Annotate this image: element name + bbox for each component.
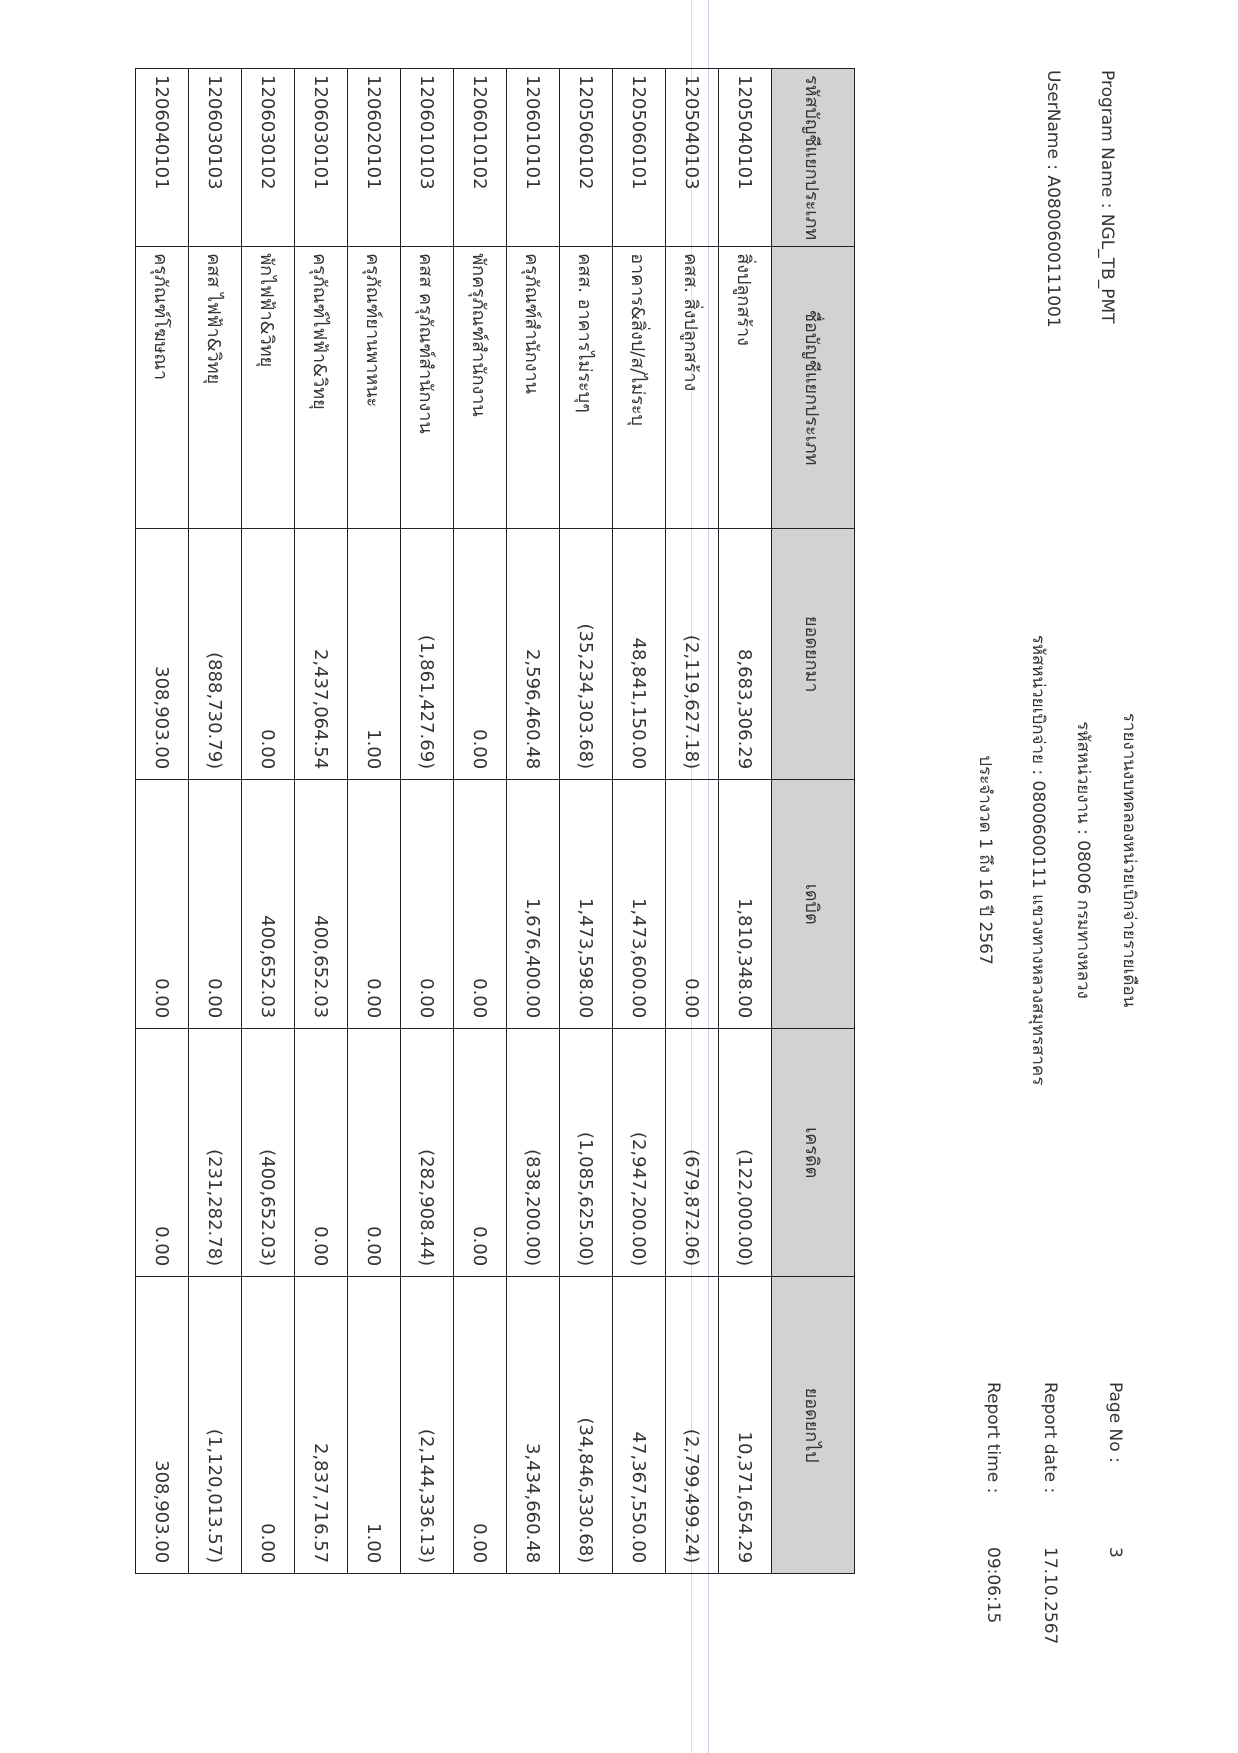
carried-forward-cell: (2,799,499.24) [666,1277,719,1574]
table-row [136,69,189,1574]
carried-forward-cell: 0.00 [454,1277,507,1574]
account-name-cell: ครุภัณฑ์โฆษณา [136,247,189,529]
table-row [454,69,507,1574]
account-code-cell: 1206010102 [454,69,507,247]
debit-cell: 0.00 [401,780,454,1029]
carried-forward-cell: 0.00 [242,1277,295,1574]
debit-cell: 0.00 [348,780,401,1029]
debit-cell: 0.00 [454,780,507,1029]
brought-forward-cell: 2,437,064.54 [295,529,348,780]
brought-forward-cell: 8,683,306.29 [719,529,772,780]
page-no: 3 [1105,1547,1125,1558]
credit-cell: (1,085,625.00) [560,1029,613,1277]
credit-cell: 0.00 [348,1029,401,1277]
report-date-label: Report date : [1040,1382,1060,1494]
table-row [613,69,666,1574]
carried-forward-cell: 1.00 [348,1277,401,1574]
page-no-label: Page No : [1105,1382,1125,1463]
agency-code: รหัสหน่วยงาน : 08006 กรมทางหลวง [1073,721,1093,999]
account-name-cell: คสส. สิ่งปลูกสร้าง [666,247,719,529]
table-row [401,69,454,1574]
carried-forward-cell: 2,837,716.57 [295,1277,348,1574]
table-row [189,69,242,1574]
account-name-cell: อาคาร&สิ่งป/ส/ไม่ระบุ [613,247,666,529]
brought-forward-cell: 0.00 [242,529,295,780]
report-time: 09:06:15 [983,1547,1003,1624]
debit-cell: 0.00 [666,780,719,1029]
account-name-cell: คสส ครุภัณฑ์สำนักงาน [401,247,454,529]
table-row [666,69,719,1574]
account-name-cell: ครุภัณฑ์ไฟฟ้า&วิทยุ [295,247,348,529]
credit-cell: (122,000.00) [719,1029,772,1277]
debit-cell: 1,810,348.00 [719,780,772,1029]
account-code-cell: 1205060102 [560,69,613,247]
credit-cell: (282,908.44) [401,1029,454,1277]
account-code-cell: 1205040103 [666,69,719,247]
table-header-row [772,69,855,1574]
carried-forward-cell: 308,903.00 [136,1277,189,1574]
column-header: ชื่อบัญชีแยกประเภท [772,247,855,529]
account-name-cell: คสส ไฟฟ้า&วิทยุ [189,247,242,529]
credit-cell: (400,652.03) [242,1029,295,1277]
account-code-cell: 1206030102 [242,69,295,247]
account-code-cell: 1206010101 [507,69,560,247]
account-name-cell: คสส. อาคารไม่ระบุๆ [560,247,613,529]
account-code-cell: 1206010103 [401,69,454,247]
account-name-cell: ครุภัณฑ์ยานพาหนะ [348,247,401,529]
account-code-cell: 1205040101 [719,69,772,247]
account-code-cell: 1206030103 [189,69,242,247]
disbursing-unit: รหัสหน่วยเบิกจ่าย : 0800600111 แขวงทางหลวงสมุทรสาคร [1028,634,1048,1086]
carried-forward-cell: 3,434,660.48 [507,1277,560,1574]
trial-balance-table [135,68,855,1574]
credit-cell: 0.00 [136,1029,189,1277]
account-code-cell: 1206040101 [136,69,189,247]
credit-cell: 0.00 [454,1029,507,1277]
table-row [295,69,348,1574]
column-header: รหัสบัญชีแยกประเภท [772,69,855,247]
carried-forward-cell: (2,144,336.13) [401,1277,454,1574]
account-name-cell: พักไฟฟ้า&วิทยุ [242,247,295,529]
report-title: รายงานงบทดลองหน่วยเบิกจ่ายรายเดือน [1119,712,1139,1008]
account-code-cell: 1206030101 [295,69,348,247]
column-header: เครดิต [772,1029,855,1277]
table-row [719,69,772,1574]
brought-forward-cell: (35,234,303.68) [560,529,613,780]
table-row [560,69,613,1574]
carried-forward-cell: 10,371,654.29 [719,1277,772,1574]
brought-forward-cell: (888,730.79) [189,529,242,780]
account-code-cell: 1206020101 [348,69,401,247]
table-row [242,69,295,1574]
carried-forward-cell: (34,846,330.68) [560,1277,613,1574]
table-row [507,69,560,1574]
column-header: ยอดยกไป [772,1277,855,1574]
program-name: Program Name : NGL_TB_PMT [1097,70,1117,324]
brought-forward-cell: (1,861,427.69) [401,529,454,780]
account-name-cell: พักครุภัณฑ์สำนักงาน [454,247,507,529]
report-time-label: Report time : [983,1382,1003,1494]
debit-cell: 0.00 [189,780,242,1029]
brought-forward-cell: 0.00 [454,529,507,780]
brought-forward-cell: 2,596,460.48 [507,529,560,780]
brought-forward-cell: 48,841,150.00 [613,529,666,780]
column-header: เดบิต [772,780,855,1029]
brought-forward-cell: 1.00 [348,529,401,780]
carried-forward-cell: 47,367,550.00 [613,1277,666,1574]
debit-cell: 0.00 [136,780,189,1029]
credit-cell: 0.00 [295,1029,348,1277]
account-name-cell: ครุภัณฑ์สำนักงาน [507,247,560,529]
debit-cell: 1,473,598.00 [560,780,613,1029]
table-row [348,69,401,1574]
user-name: UserName : A0800600111001 [1043,70,1063,328]
report-period: ประจำงวด 1 ถึง 16 ปี 2567 [975,755,995,965]
brought-forward-cell: 308,903.00 [136,529,189,780]
report-page [15,30,1195,1730]
debit-cell: 1,473,600.00 [613,780,666,1029]
debit-cell: 400,652.03 [242,780,295,1029]
credit-cell: (231,282.78) [189,1029,242,1277]
account-code-cell: 1205060101 [613,69,666,247]
credit-cell: (838,200.00) [507,1029,560,1277]
debit-cell: 400,652.03 [295,780,348,1029]
report-date: 17.10.2567 [1040,1547,1060,1645]
column-header: ยอดยกมา [772,529,855,780]
credit-cell: (2,947,200.00) [613,1029,666,1277]
brought-forward-cell: (2,119,627.18) [666,529,719,780]
credit-cell: (679,872.06) [666,1029,719,1277]
debit-cell: 1,676,400.00 [507,780,560,1029]
account-name-cell: สิ่งปลูกสร้าง [719,247,772,529]
carried-forward-cell: (1,120,013.57) [189,1277,242,1574]
